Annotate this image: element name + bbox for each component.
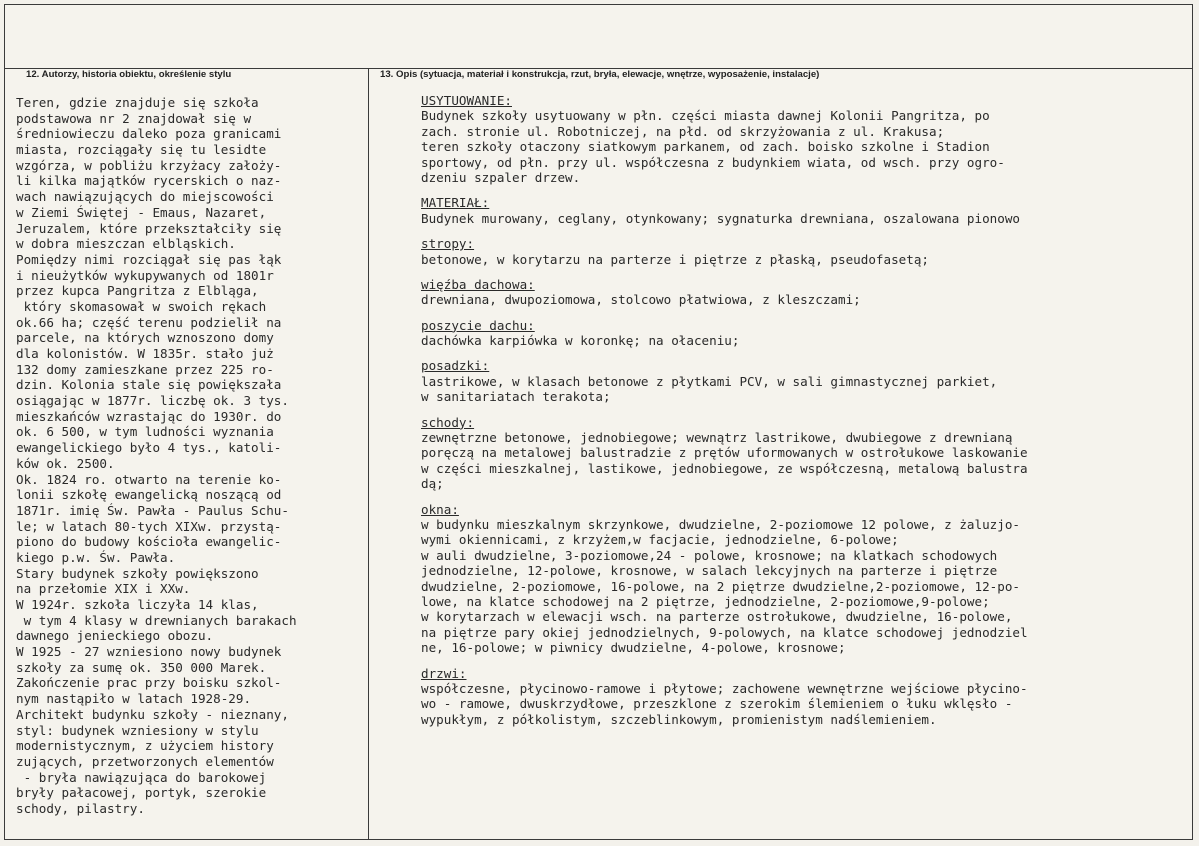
section-line: zach. stronie ul. Robotniczej, na płd. od skrzyżowania z ul. Krakusa; bbox=[421, 123, 945, 139]
history-line: średniowieczu daleko poza granicami bbox=[16, 126, 282, 142]
history-line: wzgórza, w pobliżu krzyżacy założy- bbox=[16, 157, 282, 173]
history-line: Architekt budynku szkoły - nieznany, bbox=[16, 706, 289, 722]
history-line: ok. 6 500, w tym ludności wyznania bbox=[16, 424, 274, 440]
description-section bbox=[421, 277, 1196, 308]
section-title: drzwi: bbox=[421, 665, 467, 681]
history-line: ków ok. 2500. bbox=[16, 455, 115, 471]
history-line: modernistycznym, z użyciem history bbox=[16, 738, 274, 754]
section-line: teren szkoły otaczony siatkowym parkanem, od zach. boisko szkolne i Stadion bbox=[421, 139, 990, 155]
history-line: kiego p.w. Św. Pawła. bbox=[16, 549, 176, 565]
history-line: ok.66 ha; część terenu podzielił na bbox=[16, 314, 282, 330]
history-line: W 1925 - 27 wzniesiono nowy budynek bbox=[16, 644, 282, 660]
history-line: parcele, na których wznoszono domy bbox=[16, 330, 274, 346]
section-line: w sanitariatach terakota; bbox=[421, 389, 611, 405]
section-line: zewnętrzne betonowe, jednobiegowe; wewnątrz lastrikowe, dwubiegowe z drewnianą bbox=[421, 430, 1013, 446]
section-title: stropy: bbox=[421, 236, 475, 252]
history-line: zujących, przetworzonych elementów bbox=[16, 753, 274, 769]
section-line: dą; bbox=[421, 476, 444, 492]
history-line: szkoły za sumę ok. 350 000 Marek. bbox=[16, 659, 267, 675]
left-column-header: 12. Autorzy, historia obiektu, określenie stylu bbox=[26, 69, 232, 80]
description-section bbox=[421, 666, 1196, 728]
section-title: MATERIAŁ: bbox=[421, 195, 490, 211]
history-line: i nieużytków wykupywanych od 1801r bbox=[16, 267, 274, 283]
history-text bbox=[16, 95, 371, 817]
history-line: na przełomie XIX i XXw. bbox=[16, 581, 191, 597]
history-line: piono do budowy kościoła ewangelic- bbox=[16, 534, 282, 550]
history-line: Teren, gdzie znajduje się szkoła bbox=[16, 95, 259, 110]
section-line: wymi okiennicami, z krzyżem,w facjacie, jednodzielne, 6-polowe; bbox=[421, 532, 899, 548]
section-line: w budynku mieszkalnym skrzynkowe, dwudzielne, 2-poziomowe 12 polowe, z żaluzjo- bbox=[421, 516, 1020, 532]
history-line: dla kolonistów. W 1835r. stało już bbox=[16, 346, 274, 361]
description-section bbox=[421, 415, 1196, 492]
section-line: wo - ramowe, dwuskrzydłowe, przeszklone z szerokim ślemieniem o łuku wklęsło - bbox=[421, 696, 1013, 712]
description-section bbox=[421, 502, 1196, 656]
section-title: schody: bbox=[421, 414, 475, 430]
section-title: poszycie dachu: bbox=[421, 317, 535, 333]
description-section bbox=[421, 318, 1196, 349]
section-line: w auli dwudzielne, 3-poziomowe,24 - polowe, krosnowe; na klatkach schodowych bbox=[421, 547, 998, 563]
section-line: Budynek murowany, ceglany, otynkowany; sygnaturka drewniana, oszalowana pionowo bbox=[421, 210, 1020, 226]
section-line: w korytarzach w elewacji wsch. na parterze ostrołukowe, dwudzielne, 16-polowe, bbox=[421, 609, 1013, 625]
section-line: w części mieszkalnej, lastikowe, jednobiegowe, ze współczesną, metalową balustra bbox=[421, 460, 1028, 476]
section-line: dzeniu szpaler drzew. bbox=[421, 169, 581, 185]
history-line: 132 domy zamieszkane przez 225 ro- bbox=[16, 361, 274, 377]
history-line: w dobra mieszczan elbląskich. bbox=[16, 236, 236, 252]
history-line: Jeruzalem, które przekształciły się bbox=[16, 220, 282, 236]
section-title: okna: bbox=[421, 501, 459, 517]
section-line: jednodzielne, 12-polowe, krosnowe, w salach lekcyjnych na parterze i piętrze bbox=[421, 563, 998, 579]
right-column-header: 13. Opis (sytuacja, materiał i konstrukcja, rzut, bryła, elewacje, wnętrze, wyposażenie, instalacje) bbox=[380, 69, 820, 80]
history-line: Ok. 1824 ro. otwarto na terenie ko- bbox=[16, 471, 282, 487]
section-line: współczesne, płycinowo-ramowe i płytowe; zachowene wewnętrzne wejściowe płycino- bbox=[421, 680, 1028, 696]
section-line: drewniana, dwupoziomowa, stolcowo płatwiowa, z kleszczami; bbox=[421, 292, 861, 308]
section-line: betonowe, w korytarzu na parterze i piętrze z płaską, pseudofasetą; bbox=[421, 251, 929, 267]
history-line: osiągając w 1877r. liczbę ok. 3 tys. bbox=[16, 393, 289, 409]
history-line: nym nastąpiło w latach 1928-29. bbox=[16, 691, 252, 707]
section-line: Budynek szkoły usytuowany w płn. części miasta dawnej Kolonii Pangritza, po bbox=[421, 108, 990, 124]
history-line: który skomasował w swoich rękach bbox=[16, 298, 267, 314]
history-line: mieszkańców wzrastając do 1930r. do bbox=[16, 408, 282, 424]
history-line: dawnego jenieckiego obozu. bbox=[16, 628, 214, 644]
section-line: na piętrze pary okiej jednodzielnych, 9-polowych, na klatce schodowej jednodziel bbox=[421, 624, 1028, 640]
history-line: ewangelickiego było 4 tys., katoli- bbox=[16, 440, 282, 456]
history-line: styl: budynek wzniesiony w stylu bbox=[16, 722, 259, 738]
section-line: dwudzielne, 2-poziomowe, 16-polowe, na 2 piętrze dwudzielne,2-poziomowe, 12-po- bbox=[421, 578, 1020, 594]
section-line: sportowy, od płn. przy ul. współczesna z budynkiem wiata, od wsch. przy ogro- bbox=[421, 154, 1005, 170]
description-section bbox=[421, 236, 1196, 267]
section-title: posadzki: bbox=[421, 358, 490, 374]
history-line: le; w latach 80-tych XIXw. przystą- bbox=[16, 518, 282, 534]
history-line: schody, pilastry. bbox=[16, 800, 145, 816]
description-section bbox=[421, 358, 1196, 404]
section-title: więźba dachowa: bbox=[421, 276, 535, 292]
description-section bbox=[421, 195, 1196, 226]
description-text bbox=[421, 93, 1196, 737]
history-line: podstawowa nr 2 znajdował się w bbox=[16, 110, 252, 126]
history-line: Stary budynek szkoły powiększono bbox=[16, 565, 259, 581]
history-line: miasta, rozciągały się tu lesidte bbox=[16, 142, 267, 158]
history-line: w Ziemi Świętej - Emaus, Nazaret, bbox=[16, 204, 267, 220]
history-line: W 1924r. szkoła liczyła 14 klas, bbox=[16, 597, 259, 612]
section-title: USYTUOWANIE: bbox=[421, 93, 512, 108]
history-line: wach nawiązujących do miejscowości bbox=[16, 189, 274, 205]
history-line: Pomiędzy nimi rozciągał się pas łąk bbox=[16, 251, 282, 267]
history-line: 1871r. imię Św. Pawła - Paulus Schu- bbox=[16, 502, 289, 518]
history-line: przez kupca Pangritza z Elbląga, bbox=[16, 283, 259, 299]
history-line: dzin. Kolonia stale się powiększała bbox=[16, 377, 282, 393]
history-line: li kilka majątków rycerskich o naz- bbox=[16, 173, 282, 189]
section-line: lowe, na klatce schodowej na 2 piętrze, jednodzielne, 2-poziomowe,9-polowe; bbox=[421, 593, 990, 609]
history-line: w tym 4 klasy w drewnianych barakach bbox=[16, 612, 297, 628]
history-line: Zakończenie prac przy boisku szkol- bbox=[16, 675, 282, 691]
section-line: lastrikowe, w klasach betonowe z płytkami PCV, w sali gimnastycznej parkiet, bbox=[421, 373, 998, 389]
section-line: dachówka karpiówka w koronkę; na ołaceniu; bbox=[421, 333, 740, 349]
history-line: bryły pałacowej, portyk, szerokie bbox=[16, 785, 267, 801]
section-line: ne, 16-polowe; w piwnicy dwudzielne, 4-polowe, krosnowe; bbox=[421, 640, 846, 656]
description-section bbox=[421, 93, 1196, 185]
section-line: wypukłym, z półkolistym, szczeblinkowym, promienistym nadślemieniem. bbox=[421, 711, 937, 727]
section-line: poręczą na metalowej balustradzie z prętów uformowanych w ostrołukowe laskowanie bbox=[421, 445, 1028, 461]
history-line: lonii szkołę ewangelicką noszącą od bbox=[16, 487, 282, 503]
history-line: - bryła nawiązująca do barokowej bbox=[16, 769, 267, 785]
